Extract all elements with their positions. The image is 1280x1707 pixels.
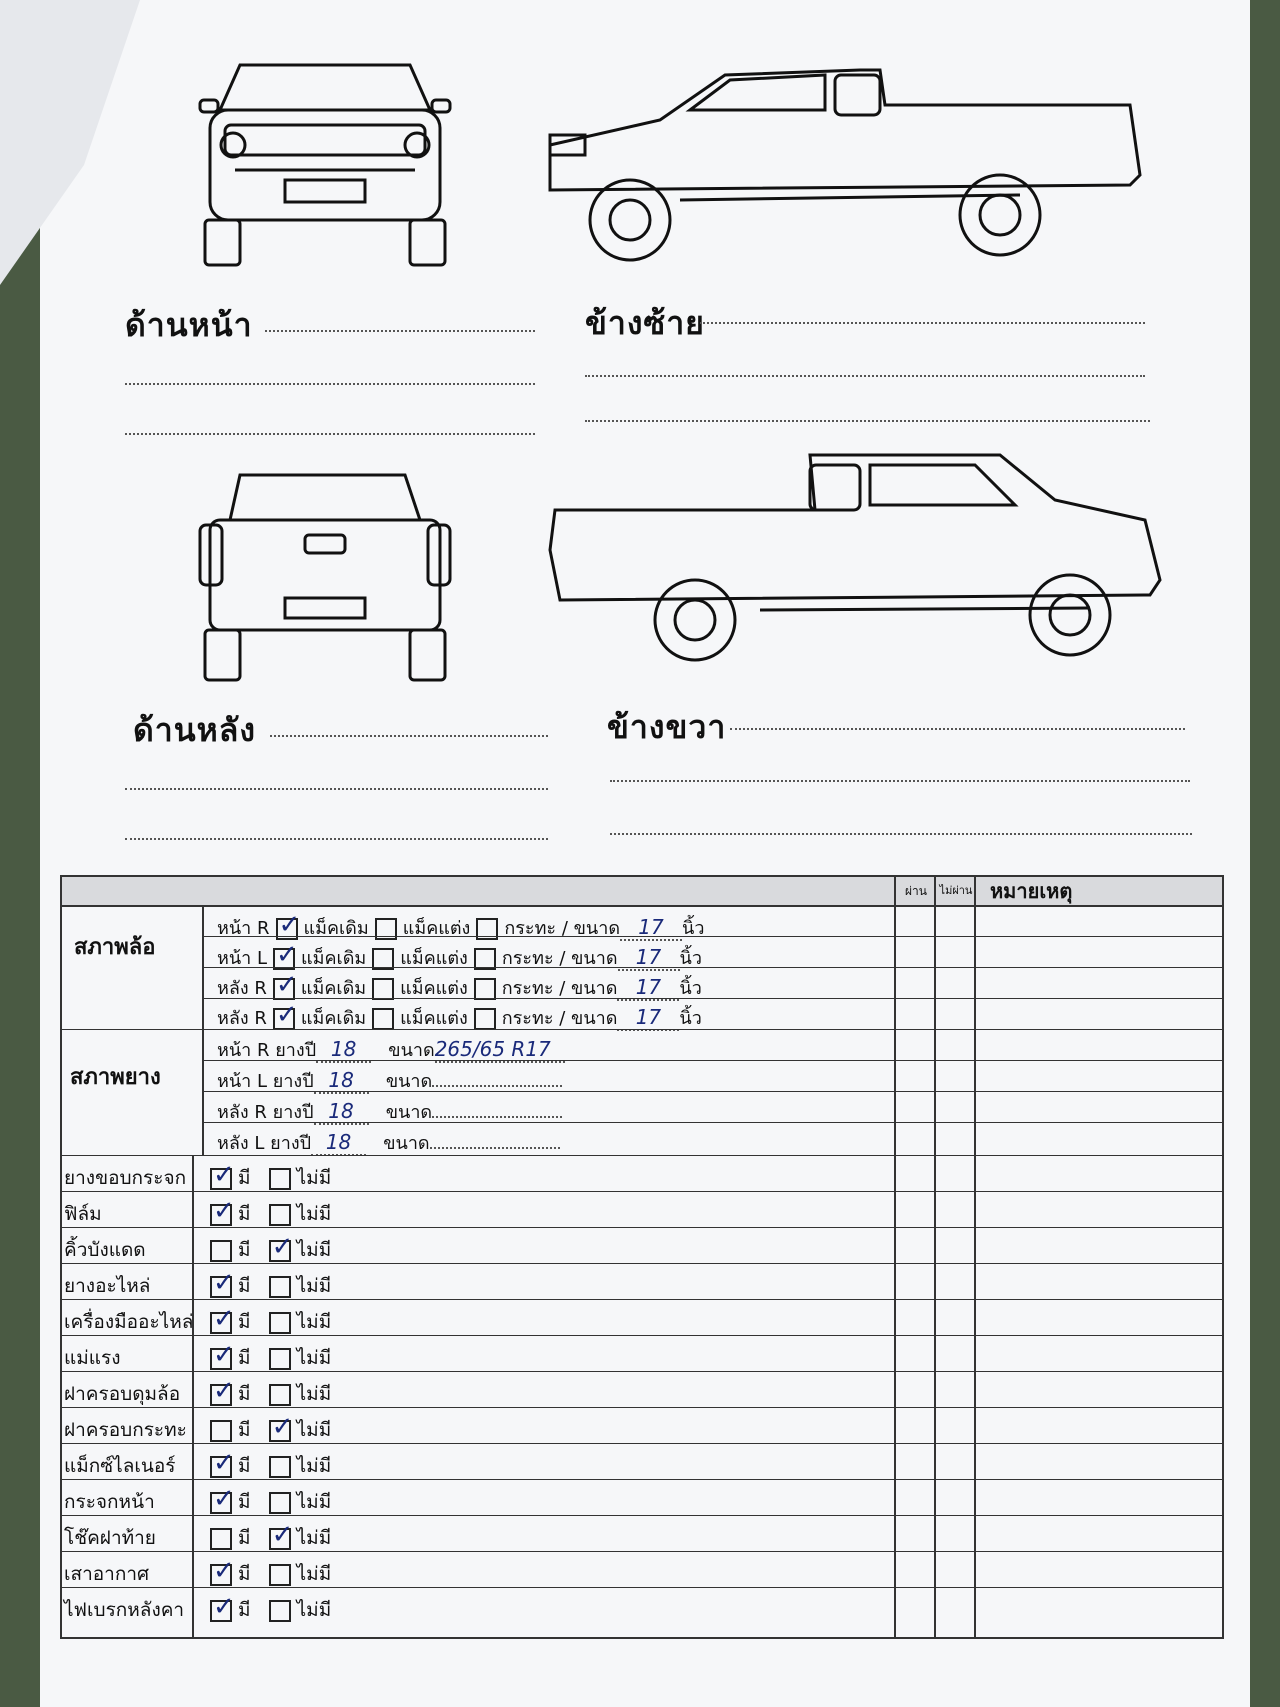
checkmark-icon: ✓ [275, 1000, 298, 1030]
inspection-table [60, 875, 1224, 1639]
accessory-label: แม็กซ์ไลเนอร์ [64, 1455, 176, 1477]
accessory-options: ✓ มี ไม่มี [204, 1559, 331, 1589]
accessory-label: ยางขอบกระจก [64, 1167, 187, 1189]
checkbox-has[interactable] [210, 1555, 235, 1586]
checkbox-has[interactable] [210, 1159, 235, 1190]
checkmark-icon: ✓ [213, 1447, 235, 1478]
line-rear-1 [270, 735, 548, 737]
header-note: หมายเหตุ [990, 879, 1073, 903]
checkmark-icon: ✓ [275, 970, 298, 1000]
checkbox-has[interactable] [210, 1528, 232, 1550]
tire-position: หลัง L [217, 1133, 265, 1154]
checkbox-has-not[interactable] [269, 1564, 291, 1586]
label-right: ข้างขวา [607, 708, 727, 746]
checkbox-has[interactable] [210, 1267, 235, 1298]
accessory-label: เครื่องมืออะไหล่ [64, 1311, 194, 1333]
accessory-options: ✓ มี ไม่มี [204, 1379, 331, 1409]
accessory-options: มี ✓ ไม่มี [204, 1523, 331, 1553]
line-rear-2 [125, 788, 548, 790]
wheel-row: หลัง R ✓ แม็คเดิม แม็คแต่ง กระทะ / ขนาด 17 นิ้ว [217, 1000, 702, 1030]
accessory-options: ✓ มี ไม่มี [204, 1595, 331, 1625]
category-tire: สภาพยาง [70, 1065, 161, 1090]
checkbox-has-not[interactable] [269, 1348, 291, 1370]
table-header [62, 877, 1222, 907]
tire-row: หน้า R ยางปี 18 ขนาด265/65 R17 [217, 1035, 565, 1064]
truck-right-view [545, 450, 1175, 665]
checkbox-original-alloy[interactable] [273, 1000, 298, 1030]
accessory-label: แม่แรง [64, 1347, 121, 1369]
line-right-3 [610, 833, 1192, 835]
line-left-3 [585, 420, 1150, 422]
checkbox-has-not[interactable] [269, 1411, 294, 1442]
accessory-label: ฝาครอบกระทะ [64, 1419, 187, 1441]
line-left-1 [700, 322, 1145, 324]
line-front-1 [265, 330, 535, 332]
checkmark-icon: ✓ [213, 1303, 235, 1334]
checkmark-icon: ✓ [271, 1519, 294, 1550]
checkbox-has-not[interactable] [269, 1312, 291, 1334]
checkbox-steel-wheel[interactable] [474, 978, 496, 1000]
line-front-3 [125, 433, 535, 435]
checkmark-icon: ✓ [271, 1231, 294, 1262]
accessory-label: เสาอากาศ [64, 1563, 150, 1585]
wheel-size: 17 [635, 975, 662, 999]
wheel-row: หน้า L ✓ แม็คเดิม แม็คแต่ง กระทะ / ขนาด 17 นิ้ว [217, 940, 702, 970]
accessory-options: ✓ มี ไม่มี [204, 1451, 331, 1481]
checkbox-has-not[interactable] [269, 1600, 291, 1622]
accessory-options: ✓ มี ไม่มี [204, 1271, 331, 1301]
checkbox-has[interactable] [210, 1339, 235, 1370]
checkbox-has[interactable] [210, 1591, 235, 1622]
tire-position: หลัง R [217, 1102, 267, 1123]
tire-row: หลัง L ยางปี 18 ขนาด [217, 1128, 560, 1157]
checkbox-original-alloy[interactable] [273, 970, 298, 1000]
wheel-row: หน้า R ✓ แม็คเดิม แม็คแต่ง กระทะ / ขนาด 17 นิ้ว [217, 910, 705, 940]
category-wheel: สภาพล้อ [74, 935, 156, 960]
accessory-label: คิ้วบังแดด [64, 1239, 146, 1261]
checkbox-custom-alloy[interactable] [372, 1008, 394, 1030]
checkmark-icon: ✓ [213, 1375, 235, 1406]
tire-row: หน้า L ยางปี 18 ขนาด [217, 1066, 562, 1095]
accessory-options: ✓ มี ไม่มี [204, 1343, 331, 1373]
wheel-size: 17 [635, 1005, 662, 1029]
checkbox-has[interactable] [210, 1240, 232, 1262]
accessory-label: ไฟเบรกหลังคา [64, 1599, 185, 1621]
line-left-2 [585, 375, 1145, 377]
accessory-label: ฟิล์ม [64, 1203, 102, 1225]
accessory-label: ฝาครอบดุมล้อ [64, 1383, 181, 1405]
line-front-2 [125, 383, 535, 385]
checkbox-has-not[interactable] [269, 1492, 291, 1514]
checkmark-icon: ✓ [276, 940, 298, 970]
checkbox-has-not[interactable] [269, 1231, 294, 1262]
wheel-position: หน้า L [217, 948, 268, 969]
accessory-options: ✓ มี ไม่มี [204, 1163, 331, 1193]
accessory-options: ✓ มี ไม่มี [204, 1307, 331, 1337]
wheel-position: หลัง R [217, 1008, 267, 1029]
checkbox-custom-alloy[interactable] [372, 978, 394, 1000]
header-pass: ผ่าน [905, 884, 927, 898]
checkmark-icon: ✓ [213, 1483, 235, 1514]
wheel-position: หลัง R [217, 978, 267, 999]
checkmark-icon: ✓ [271, 1411, 294, 1442]
accessory-label: ยางอะไหล่ [64, 1275, 151, 1297]
checkbox-steel-wheel[interactable] [474, 1008, 496, 1030]
accessory-options: มี ✓ ไม่มี [204, 1235, 331, 1265]
checkbox-has-not[interactable] [269, 1384, 291, 1406]
checkbox-has[interactable] [210, 1375, 235, 1406]
accessory-label: กระจกหน้า [64, 1491, 155, 1513]
tire-row: หลัง R ยางปี 18 ขนาด [217, 1097, 562, 1126]
label-left: ข้างซ้าย [585, 304, 705, 342]
wheel-size: 17 [638, 915, 664, 939]
checkmark-icon: ✓ [278, 910, 301, 940]
checkmark-icon: ✓ [213, 1591, 235, 1622]
wheel-position: หน้า R [217, 918, 270, 939]
wheel-size: 17 [635, 945, 662, 969]
checkbox-has[interactable] [210, 1447, 235, 1478]
tire-size: 265/65 R17 [434, 1037, 551, 1061]
checkmark-icon: ✓ [213, 1159, 235, 1190]
tire-year: 18 [330, 1037, 357, 1061]
line-right-1 [730, 728, 1185, 730]
tire-year: 18 [328, 1099, 354, 1123]
checkmark-icon: ✓ [213, 1555, 235, 1586]
accessory-options: ✓ มี ไม่มี [204, 1199, 331, 1229]
truck-left-view [540, 65, 1155, 265]
tire-position: หน้า L [217, 1071, 268, 1092]
checkmark-icon: ✓ [213, 1267, 235, 1298]
tire-position: หน้า R [217, 1040, 270, 1061]
checkbox-has-not[interactable] [269, 1276, 291, 1298]
checkbox-has-not[interactable] [269, 1204, 291, 1226]
truck-rear-view [195, 470, 455, 685]
checkbox-has[interactable] [210, 1420, 232, 1442]
accessory-label: โช๊คฝาท้าย [64, 1527, 156, 1549]
checkmark-icon: ✓ [213, 1339, 235, 1370]
checkbox-has-not[interactable] [269, 1456, 291, 1478]
label-rear: ด้านหลัง [133, 711, 256, 749]
wheel-row: หลัง R ✓ แม็คเดิม แม็คแต่ง กระทะ / ขนาด 17 นิ้ว [217, 970, 702, 1000]
checkbox-has-not[interactable] [269, 1519, 294, 1550]
accessory-options: มี ✓ ไม่มี [204, 1415, 331, 1445]
line-right-2 [610, 780, 1190, 782]
checkbox-has[interactable] [210, 1303, 235, 1334]
truck-front-view [195, 55, 455, 270]
accessory-options: ✓ มี ไม่มี [204, 1487, 331, 1517]
tire-year: 18 [325, 1130, 352, 1154]
tire-year: 18 [328, 1068, 354, 1092]
line-rear-3 [125, 838, 548, 840]
checkbox-has[interactable] [210, 1483, 235, 1514]
header-fail: ไม่ผ่าน [939, 884, 973, 897]
checkbox-has-not[interactable] [269, 1168, 291, 1190]
checkmark-icon: ✓ [213, 1195, 235, 1226]
checkbox-has[interactable] [210, 1195, 235, 1226]
label-front: ด้านหน้า [125, 306, 253, 344]
